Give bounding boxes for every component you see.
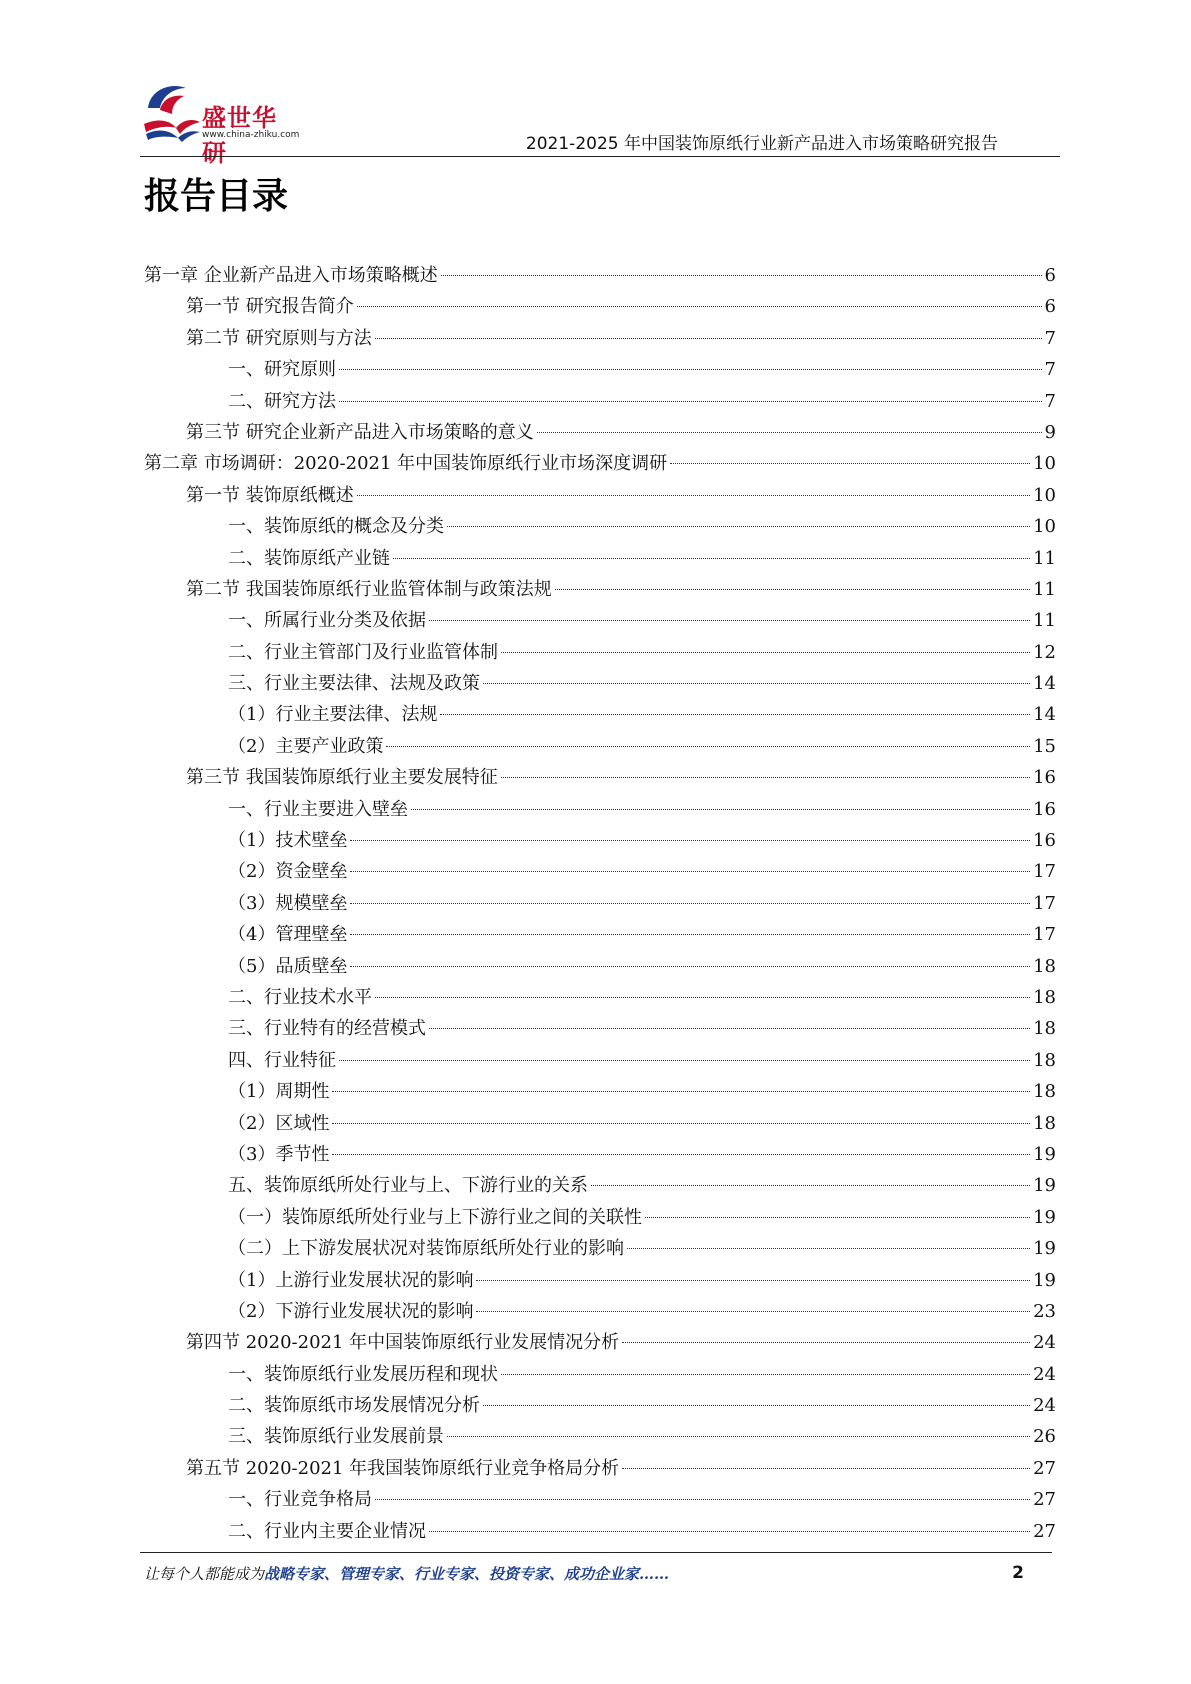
toc-dot-leader (375, 1499, 1030, 1500)
toc-entry[interactable] (144, 1484, 1056, 1515)
toc-entry-label: 一、装饰原纸的概念及分类 (228, 516, 444, 538)
table-of-contents (144, 260, 1056, 1547)
toc-entry-label: 四、行业特征 (228, 1049, 336, 1071)
toc-entry-page: 14 (1033, 704, 1056, 726)
toc-entry[interactable] (144, 1390, 1056, 1421)
logo-emblem-icon (140, 78, 202, 150)
toc-entry-label: 二、研究方法 (228, 390, 336, 412)
toc-entry[interactable] (144, 794, 1056, 825)
toc-dot-leader (350, 871, 1030, 872)
toc-entry[interactable] (144, 1327, 1056, 1358)
toc-entry-label: 二、行业内主要企业情况 (228, 1520, 426, 1542)
toc-entry-label: 第四节 2020-2021 年中国装饰原纸行业发展情况分析 (186, 1332, 620, 1354)
toc-entry[interactable] (144, 762, 1056, 793)
toc-entry-label: 一、装饰原纸行业发展历程和现状 (228, 1363, 498, 1385)
toc-dot-leader (483, 683, 1030, 684)
toc-entry-page: 14 (1033, 673, 1056, 695)
toc-dot-leader (447, 526, 1030, 527)
toc-entry-label: 二、行业技术水平 (228, 986, 372, 1008)
toc-entry-label: （1）上游行业发展状况的影响 (228, 1269, 474, 1291)
toc-entry-page: 7 (1044, 390, 1056, 412)
toc-dot-leader (645, 1217, 1030, 1218)
toc-entry[interactable] (144, 543, 1056, 574)
toc-entry[interactable] (144, 260, 1056, 291)
toc-entry-label: （2）资金壁垒 (228, 861, 348, 883)
toc-entry[interactable] (144, 1013, 1056, 1044)
page-number: 2 (1012, 1563, 1024, 1583)
toc-entry-label: 第一节 装饰原纸概述 (186, 484, 354, 506)
toc-entry-label: （1）技术壁垒 (228, 830, 348, 852)
toc-entry-label: 第二章 市场调研：2020-2021 年中国装饰原纸行业市场深度调研 (144, 453, 668, 475)
toc-entry-page: 19 (1033, 1206, 1056, 1228)
toc-dot-leader (339, 401, 1042, 402)
toc-entry-label: （二）上下游发展状况对装饰原纸所处行业的影响 (228, 1238, 624, 1260)
toc-dot-leader (441, 275, 1042, 276)
toc-entry-label: 第二节 研究原则与方法 (186, 327, 372, 349)
toc-entry-label: （4）管理壁垒 (228, 924, 348, 946)
toc-dot-leader (332, 1123, 1030, 1124)
toc-entry[interactable] (144, 511, 1056, 542)
toc-entry-page: 16 (1033, 830, 1056, 852)
toc-dot-leader (332, 1154, 1030, 1155)
toc-entry[interactable] (144, 480, 1056, 511)
toc-dot-leader (537, 432, 1042, 433)
toc-dot-leader (670, 463, 1030, 464)
toc-dot-leader (555, 589, 1030, 590)
toc-entry-page: 17 (1033, 892, 1056, 914)
header-divider (140, 156, 1060, 157)
toc-entry-label: 第三节 我国装饰原纸行业主要发展特征 (186, 767, 498, 789)
toc-entry-page: 24 (1033, 1363, 1056, 1385)
toc-entry[interactable] (144, 1108, 1056, 1139)
toc-entry-page: 10 (1033, 484, 1056, 506)
toc-entry-page: 15 (1033, 735, 1056, 757)
toc-dot-leader (501, 777, 1030, 778)
toc-dot-leader (429, 620, 1030, 621)
page-footer (144, 1563, 1024, 1584)
toc-entry[interactable] (144, 1265, 1056, 1296)
toc-dot-leader (622, 1468, 1030, 1469)
toc-entry[interactable] (144, 574, 1056, 605)
toc-entry[interactable] (144, 1139, 1056, 1170)
toc-dot-leader (350, 966, 1030, 967)
toc-entry[interactable] (144, 1453, 1056, 1484)
toc-dot-leader (440, 714, 1030, 715)
toc-dot-leader (476, 1280, 1030, 1281)
toc-entry-page: 19 (1033, 1175, 1056, 1197)
toc-entry-page: 7 (1044, 327, 1056, 349)
toc-entry-page: 18 (1033, 1081, 1056, 1103)
toc-entry-page: 18 (1033, 955, 1056, 977)
toc-dot-leader (411, 809, 1030, 810)
toc-dot-leader (627, 1248, 1030, 1249)
toc-entry[interactable] (144, 951, 1056, 982)
toc-entry-page: 10 (1033, 516, 1056, 538)
toc-entry-page: 27 (1033, 1489, 1056, 1511)
toc-dot-leader (350, 934, 1030, 935)
toc-entry-label: 一、所属行业分类及依据 (228, 610, 426, 632)
toc-entry-page: 24 (1033, 1395, 1056, 1417)
toc-dot-leader (332, 1091, 1030, 1092)
toc-entry-page: 11 (1033, 547, 1056, 569)
footer-slogan-roles: 战略专家、管理专家、行业专家、投资专家、成功企业家…… (264, 1565, 670, 1583)
toc-entry[interactable] (144, 354, 1056, 385)
toc-entry-page: 26 (1033, 1426, 1056, 1448)
toc-entry[interactable] (144, 1359, 1056, 1390)
toc-dot-leader (357, 495, 1030, 496)
toc-dot-leader (375, 997, 1030, 998)
toc-entry[interactable] (144, 1045, 1056, 1076)
toc-entry[interactable] (144, 1296, 1056, 1327)
company-logo (140, 78, 300, 167)
toc-entry-page: 16 (1033, 767, 1056, 789)
toc-entry[interactable] (144, 699, 1056, 730)
toc-dot-leader (591, 1185, 1030, 1186)
toc-entry-label: 第一章 企业新产品进入市场策略概述 (144, 265, 438, 286)
toc-entry-page: 24 (1033, 1332, 1056, 1354)
toc-entry-label: 三、行业主要法律、法规及政策 (228, 673, 480, 695)
toc-entry-label: 五、装饰原纸所处行业与上、下游行业的关系 (228, 1175, 588, 1197)
toc-dot-leader (622, 1342, 1030, 1343)
toc-entry[interactable] (144, 1170, 1056, 1201)
toc-entry-label: 第五节 2020-2021 年我国装饰原纸行业竞争格局分析 (186, 1457, 620, 1479)
toc-entry-page: 27 (1033, 1520, 1056, 1542)
toc-entry-page: 6 (1044, 265, 1056, 286)
toc-entry-page: 9 (1044, 421, 1056, 443)
toc-entry-label: 第二节 我国装饰原纸行业监管体制与政策法规 (186, 578, 552, 600)
toc-dot-leader (501, 1374, 1030, 1375)
toc-dot-leader (386, 746, 1030, 747)
toc-dot-leader (393, 558, 1030, 559)
toc-entry-page: 19 (1033, 1238, 1056, 1260)
toc-entry-label: （2）区域性 (228, 1112, 330, 1134)
toc-dot-leader (501, 652, 1030, 653)
toc-entry-label: 一、行业主要进入壁垒 (228, 798, 408, 820)
toc-entry-label: 二、装饰原纸产业链 (228, 547, 390, 569)
report-title: 2021-2025 年中国装饰原纸行业新产品进入市场策略研究报告 (525, 134, 998, 154)
toc-dot-leader (350, 903, 1030, 904)
toc-entry-page: 18 (1033, 986, 1056, 1008)
toc-dot-leader (339, 1060, 1030, 1061)
toc-entry[interactable] (144, 1516, 1056, 1547)
toc-entry[interactable] (144, 448, 1056, 479)
toc-entry-label: （3）季节性 (228, 1143, 330, 1165)
toc-entry[interactable] (144, 888, 1056, 919)
toc-entry[interactable] (144, 825, 1056, 856)
toc-dot-leader (357, 306, 1042, 307)
toc-dot-leader (476, 1311, 1030, 1312)
toc-entry-page: 27 (1033, 1457, 1056, 1479)
toc-dot-leader (483, 1405, 1030, 1406)
toc-entry-page: 10 (1033, 453, 1056, 475)
toc-entry[interactable] (144, 668, 1056, 699)
toc-entry[interactable] (144, 1076, 1056, 1107)
logo-text: 盛世华研 (202, 104, 277, 167)
toc-entry-label: （3）规模壁垒 (228, 892, 348, 914)
toc-entry[interactable] (144, 417, 1056, 448)
toc-entry-page: 19 (1033, 1143, 1056, 1165)
toc-entry-label: 二、行业主管部门及行业监管体制 (228, 641, 498, 663)
toc-entry[interactable] (144, 386, 1056, 417)
toc-entry-page: 23 (1033, 1300, 1056, 1322)
toc-dot-leader (375, 338, 1042, 339)
toc-entry[interactable] (144, 323, 1056, 354)
toc-entry[interactable] (144, 731, 1056, 762)
toc-entry-label: （1）周期性 (228, 1081, 330, 1103)
toc-entry[interactable] (144, 1233, 1056, 1264)
toc-entry-page: 18 (1033, 1049, 1056, 1071)
toc-entry-page: 12 (1033, 641, 1056, 663)
toc-dot-leader (429, 1531, 1030, 1532)
toc-dot-leader (350, 840, 1030, 841)
toc-entry-label: （2）下游行业发展状况的影响 (228, 1300, 474, 1322)
toc-entry-label: 第三节 研究企业新产品进入市场策略的意义 (186, 421, 534, 443)
footer-slogan-lead: 让每个人都能成为 (144, 1565, 265, 1583)
toc-dot-leader (429, 1028, 1030, 1029)
toc-entry-page: 7 (1044, 359, 1056, 381)
toc-entry[interactable] (144, 919, 1056, 950)
page-title: 报告目录 (144, 176, 289, 217)
toc-entry[interactable] (144, 637, 1056, 668)
toc-entry-page: 18 (1033, 1112, 1056, 1134)
toc-entry-page: 6 (1044, 296, 1056, 318)
toc-entry-label: （5）品质壁垒 (228, 955, 348, 977)
toc-entry[interactable] (144, 1421, 1056, 1452)
toc-entry[interactable] (144, 856, 1056, 887)
logo-url: www.china-zhiku.com (202, 130, 300, 140)
toc-entry-label: （2）主要产业政策 (228, 735, 384, 757)
toc-entry-label: 二、装饰原纸市场发展情况分析 (228, 1395, 480, 1417)
toc-entry-page: 17 (1033, 861, 1056, 883)
toc-entry-label: 第一节 研究报告简介 (186, 296, 354, 318)
toc-entry-label: （1）行业主要法律、法规 (228, 704, 438, 726)
toc-entry-page: 17 (1033, 924, 1056, 946)
footer-divider (140, 1552, 1052, 1553)
toc-entry[interactable] (144, 982, 1056, 1013)
toc-entry[interactable] (144, 605, 1056, 636)
toc-entry-label: 一、研究原则 (228, 359, 336, 381)
toc-entry-label: 一、行业竞争格局 (228, 1489, 372, 1511)
toc-entry-page: 19 (1033, 1269, 1056, 1291)
toc-entry[interactable] (144, 1202, 1056, 1233)
toc-entry-label: （一）装饰原纸所处行业与上下游行业之间的关联性 (228, 1206, 642, 1228)
toc-entry-label: 三、装饰原纸行业发展前景 (228, 1426, 444, 1448)
toc-entry-page: 11 (1033, 578, 1056, 600)
toc-dot-leader (447, 1436, 1030, 1437)
toc-entry-page: 18 (1033, 1018, 1056, 1040)
toc-dot-leader (339, 369, 1042, 370)
toc-entry-page: 11 (1033, 610, 1056, 632)
toc-entry-page: 16 (1033, 798, 1056, 820)
toc-entry-label: 三、行业特有的经营模式 (228, 1018, 426, 1040)
toc-entry[interactable] (144, 291, 1056, 322)
page-header (140, 78, 1060, 167)
